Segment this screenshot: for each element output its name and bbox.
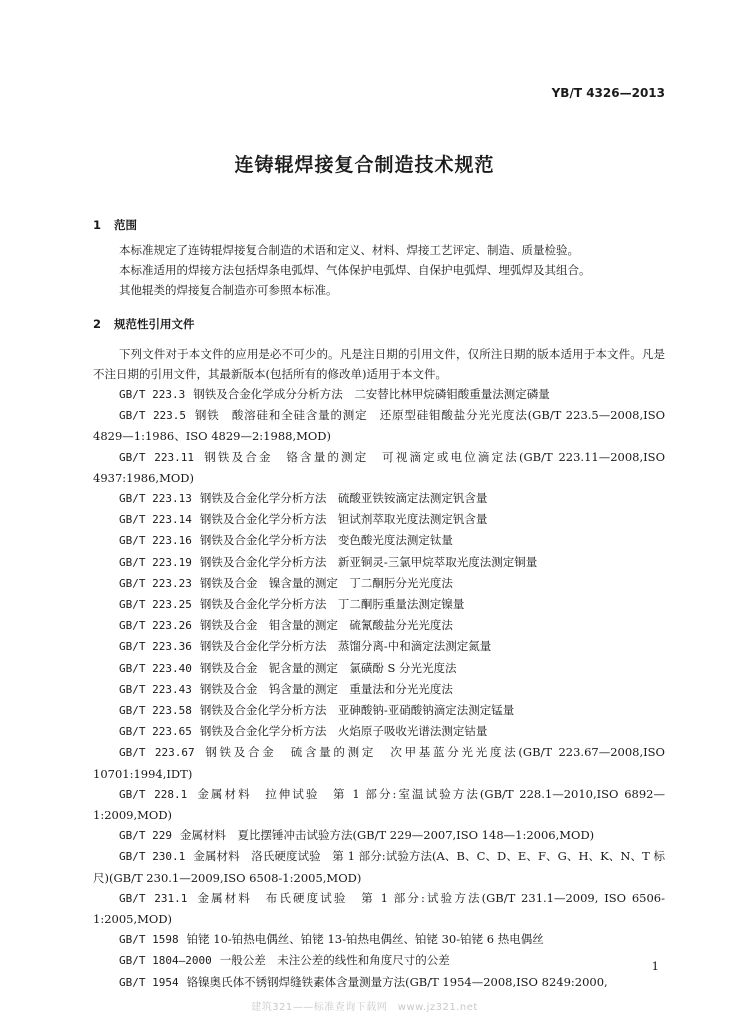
reference-item <box>93 742 665 783</box>
reference-title: 金属材料 夏比摆锤冲击试验方法(GB/T 229—2007,ISO 148—1:2006,MOD) <box>179 828 595 843</box>
reference-title: 钢铁及合金 镍含量的测定 丁二酮肟分光光度法 <box>199 575 453 590</box>
reference-code: GB/T 223.23 <box>119 576 192 590</box>
reference-item <box>93 509 665 530</box>
section-title: 规范性引用文件 <box>114 317 195 331</box>
reference-code: GB/T 230.1 <box>119 850 186 864</box>
reference-item <box>93 594 665 615</box>
reference-title: 钢铁及合金化学分析方法 丁二酮肟重量法测定镍量 <box>199 597 465 612</box>
scope-paragraph: 本标准规定了连铸辊焊接复合制造的术语和定义、材料、焊接工艺评定、制造、质量检验。 <box>119 243 579 257</box>
reference-code: GB/T 223.13 <box>119 492 192 506</box>
reference-code: GB/T 223.65 <box>119 725 192 739</box>
reference-code: GB/T 223.19 <box>119 555 192 569</box>
reference-title: 钢铁及合金 钨含量的测定 重量法和分光光度法 <box>199 681 453 696</box>
section-number: 1 <box>93 218 102 232</box>
reference-title: 钢铁及合金化学分析方法 蒸馏分离-中和滴定法测定氮量 <box>199 639 492 654</box>
scope-paragraph: 其他辊类的焊接复合制造亦可参照本标准。 <box>119 283 338 297</box>
reference-code: GB/T 223.58 <box>119 704 192 718</box>
reference-item <box>93 488 665 509</box>
reference-code: GB/T 223.26 <box>119 619 192 633</box>
reference-title: 钢铁及合金 铬含量的测定 可视滴定或电位滴定法(GB/T 223.11—2008,ISO 4937:1986,MOD) <box>93 449 665 485</box>
reference-code: GB/T 223.3 <box>119 388 186 401</box>
reference-item <box>93 530 665 551</box>
scope-paragraph: 本标准适用的焊接方法包括焊条电弧焊、气体保护电弧焊、自保护电弧焊、埋弧焊及其组合。 <box>119 263 591 277</box>
reference-item <box>93 447 665 488</box>
reference-code: GB/T 228.1 <box>119 787 188 801</box>
reference-title: 钢铁及合金 铌含量的测定 氯磺酚 S 分光光度法 <box>199 660 457 675</box>
reference-title: 钢铁及合金化学分析方法 硫酸亚铁铵滴定法测定钒含量 <box>199 491 488 506</box>
reference-item <box>93 825 665 846</box>
reference-code: GB/T 223.16 <box>119 534 192 548</box>
reference-title: 钢铁及合金化学分析方法 新亚铜灵-三氯甲烷萃取光度法测定铜量 <box>199 554 538 569</box>
references-intro: 下列文件对于本文件的应用是必不可少的。凡是注日期的引用文件，仅所注日期的版本适用于本文件。凡是不注日期的引用文件，其最新版本(包括所有的修改单)适用于本文件。 <box>93 347 665 382</box>
reference-title: 金属材料 拉伸试验 第 1 部分:室温试验方法(GB/T 228.1—2010,ISO 6892—1:2009,MOD) <box>93 786 665 823</box>
reference-code: GB/T 223.11 <box>119 450 195 464</box>
reference-item <box>93 950 665 971</box>
reference-title: 一般公差 未注公差的线性和角度尺寸的公差 <box>219 953 450 968</box>
reference-code: GB/T 223.5 <box>119 409 187 423</box>
document-title: 连铸辊焊接复合制造技术规范 <box>234 154 495 176</box>
reference-item <box>93 573 665 594</box>
standard-number: YB/T 4326—2013 <box>551 86 665 100</box>
reference-title: 金属材料 洛氏硬度试验 第 1 部分:试验方法(A、B、C、D、E、F、G、H、K、N、T 标尺)(GB/T 230.1—2009,ISO 6508-1:2005,MOD) <box>93 849 665 885</box>
reference-code: GB/T 231.1 <box>119 891 188 905</box>
reference-item <box>93 700 665 721</box>
page-number: 1 <box>651 959 659 973</box>
reference-item <box>93 846 665 887</box>
reference-item <box>93 721 665 742</box>
reference-item <box>93 679 665 700</box>
reference-title: 钢铁及合金化学分析方法 钽试剂萃取光度法测定钒含量 <box>199 512 488 527</box>
reference-title: 钢铁及合金化学分析方法 亚砷酸钠-亚硝酸钠滴定法测定锰量 <box>199 703 515 718</box>
reference-code: GB/T 223.14 <box>119 513 192 527</box>
section-number: 2 <box>93 317 102 331</box>
reference-item <box>93 972 665 993</box>
reference-code: GB/T 229 <box>119 829 172 843</box>
reference-item <box>93 384 665 405</box>
reference-title: 钢铁及合金化学成分分析方法 二安替比林甲烷磷钼酸重量法测定磷量 <box>193 387 550 401</box>
reference-title: 金属材料 布氏硬度试验 第 1 部分:试验方法(GB/T 231.1—2009, ISO 6506-1:2005,MOD) <box>93 890 665 927</box>
reference-code: GB/T 223.25 <box>119 598 192 612</box>
reference-code: GB/T 223.67 <box>119 746 195 760</box>
reference-title: 钢铁及合金化学分析方法 火焰原子吸收光谱法测定钴量 <box>199 724 488 739</box>
section-1-heading <box>93 217 137 233</box>
section-2-heading <box>93 316 195 332</box>
reference-list <box>93 384 665 993</box>
reference-item <box>93 636 665 657</box>
watermark: 建筑321——标准查询下载网 www.jz321.net <box>251 1002 478 1013</box>
reference-code: GB/T 1804—2000 <box>119 954 212 968</box>
reference-title: 钢铁及合金 硫含量的测定 次甲基蓝分光光度法(GB/T 223.67—2008,ISO 10701:1994,IDT) <box>93 745 665 781</box>
reference-item <box>93 784 665 825</box>
reference-code: GB/T 223.36 <box>119 640 192 654</box>
reference-title: 铬镍奥氏体不锈钢焊缝铁素体含量测量方法(GB/T 1954—2008,ISO 8249:2000, <box>186 974 608 989</box>
reference-code: GB/T 223.40 <box>119 661 192 675</box>
reference-code: GB/T 1598 <box>119 933 179 947</box>
reference-title: 钢铁及合金 钼含量的测定 硫氰酸盐分光光度法 <box>199 618 453 633</box>
reference-item <box>93 658 665 679</box>
reference-item <box>93 888 665 929</box>
section-title: 范围 <box>114 218 137 232</box>
reference-item <box>93 615 665 636</box>
reference-title: 钢铁 酸溶硅和全硅含量的测定 还原型硅钼酸盐分光光度法(GB/T 223.5—2008,ISO 4829—1:1986、ISO 4829—2:1988,MOD) <box>93 408 666 444</box>
reference-item <box>93 405 665 446</box>
reference-item <box>93 552 665 573</box>
reference-title: 铂铑 10-铂热电偶丝、铂铑 13-铂热电偶丝、铂铑 30-铂铑 6 热电偶丝 <box>186 932 544 947</box>
reference-code: GB/T 223.43 <box>119 682 192 696</box>
reference-item <box>93 929 665 950</box>
reference-title: 钢铁及合金化学分析方法 变色酸光度法测定钛量 <box>199 533 453 548</box>
reference-code: GB/T 1954 <box>119 975 179 989</box>
